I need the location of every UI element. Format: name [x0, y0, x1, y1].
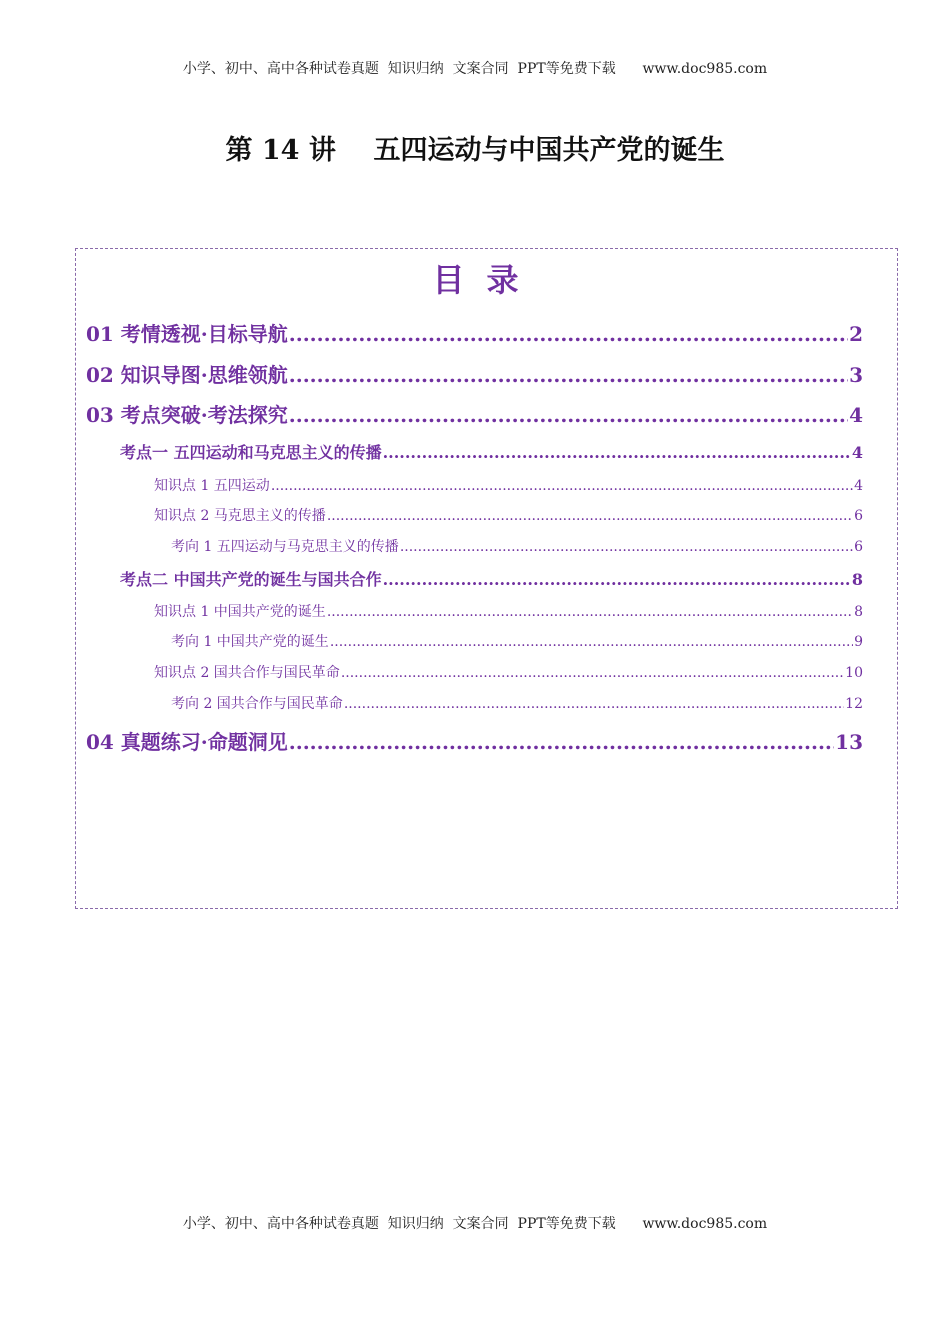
toc-entry-zhishidian-1-2[interactable]: [154, 505, 863, 525]
toc-entry-label: 考点二 中国共产党的诞生与国共合作: [120, 570, 382, 589]
toc-entry-zhishidian-1-1[interactable]: [154, 475, 863, 495]
toc-page-number: 8: [851, 570, 863, 589]
toc-entry-section-02[interactable]: [86, 359, 863, 388]
toc-page-number: 12: [845, 696, 863, 712]
toc-entry-label: 考向 2 国共合作与国民革命: [171, 696, 343, 712]
toc-leader-dots: [327, 604, 853, 620]
toc-leader-dots: [344, 696, 844, 712]
toc-entry-section-01[interactable]: [86, 318, 863, 347]
toc-entry-label: 考点一 五四运动和马克思主义的传播: [120, 443, 382, 462]
toc-entry-kaoxiang-2-2[interactable]: [171, 693, 863, 713]
toc-entry-section-03[interactable]: [86, 399, 863, 428]
toc-entry-label: 04 真题练习·命题洞见: [86, 730, 288, 754]
toc-entry-label: 01 考情透视·目标导航: [86, 322, 288, 346]
toc-page-number: 3: [849, 363, 863, 387]
toc-entry-label: 考向 1 五四运动与马克思主义的传播: [171, 539, 399, 555]
toc-leader-dots: [289, 730, 834, 754]
toc-leader-dots: [341, 665, 844, 681]
toc-entry-kaoxiang-1-1[interactable]: [171, 536, 863, 556]
toc-page-number: 4: [854, 478, 863, 494]
toc-leader-dots: [400, 539, 853, 555]
toc-entry-kaoxiang-2-1[interactable]: [171, 631, 863, 651]
toc-entry-kaodian-1[interactable]: [120, 440, 863, 463]
toc-entry-label: 03 考点突破·考法探究: [86, 403, 288, 427]
toc-entry-label: 知识点 1 中国共产党的诞生: [154, 604, 326, 620]
toc-entry-label: 知识点 2 马克思主义的传播: [154, 508, 326, 524]
toc-entry-label: 知识点 2 国共合作与国民革命: [154, 665, 340, 681]
toc-page-number: 6: [854, 539, 863, 555]
toc-page-number: 2: [849, 322, 863, 346]
toc-entry-section-04[interactable]: [86, 726, 863, 755]
toc-page-number: 6: [854, 508, 863, 524]
toc-heading: 目录: [432, 261, 541, 299]
toc-leader-dots: [289, 322, 848, 346]
toc-leader-dots: [289, 403, 848, 427]
toc-page-number: 10: [845, 665, 863, 681]
toc-entry-zhishidian-2-1[interactable]: [154, 601, 863, 621]
toc-page-number: 4: [851, 443, 863, 462]
toc-leader-dots: [383, 443, 851, 462]
page-header: 小学、初中、高中各种试卷真题 知识归纳 文案合同 PPT等免费下载 www.doc985.com: [182, 61, 768, 77]
document-title: 第 14 讲 五四运动与中国共产党的诞生: [225, 135, 725, 166]
page-footer: 小学、初中、高中各种试卷真题 知识归纳 文案合同 PPT等免费下载 www.doc985.com: [182, 1216, 768, 1232]
toc-entry-label: 02 知识导图·思维领航: [86, 363, 288, 387]
toc-entry-label: 知识点 1 五四运动: [154, 478, 270, 494]
toc-page-number: 9: [854, 634, 863, 650]
toc-leader-dots: [289, 363, 848, 387]
toc-leader-dots: [330, 634, 853, 650]
toc-page-number: 4: [849, 403, 863, 427]
toc-leader-dots: [327, 508, 853, 524]
toc-entry-kaodian-2[interactable]: [120, 567, 863, 590]
toc-entry-label: 考向 1 中国共产党的诞生: [171, 634, 329, 650]
toc-entry-zhishidian-2-2[interactable]: [154, 662, 863, 682]
toc-leader-dots: [383, 570, 851, 589]
toc-leader-dots: [271, 478, 853, 494]
toc-page-number: 8: [854, 604, 863, 620]
toc-page-number: 13: [835, 730, 863, 754]
